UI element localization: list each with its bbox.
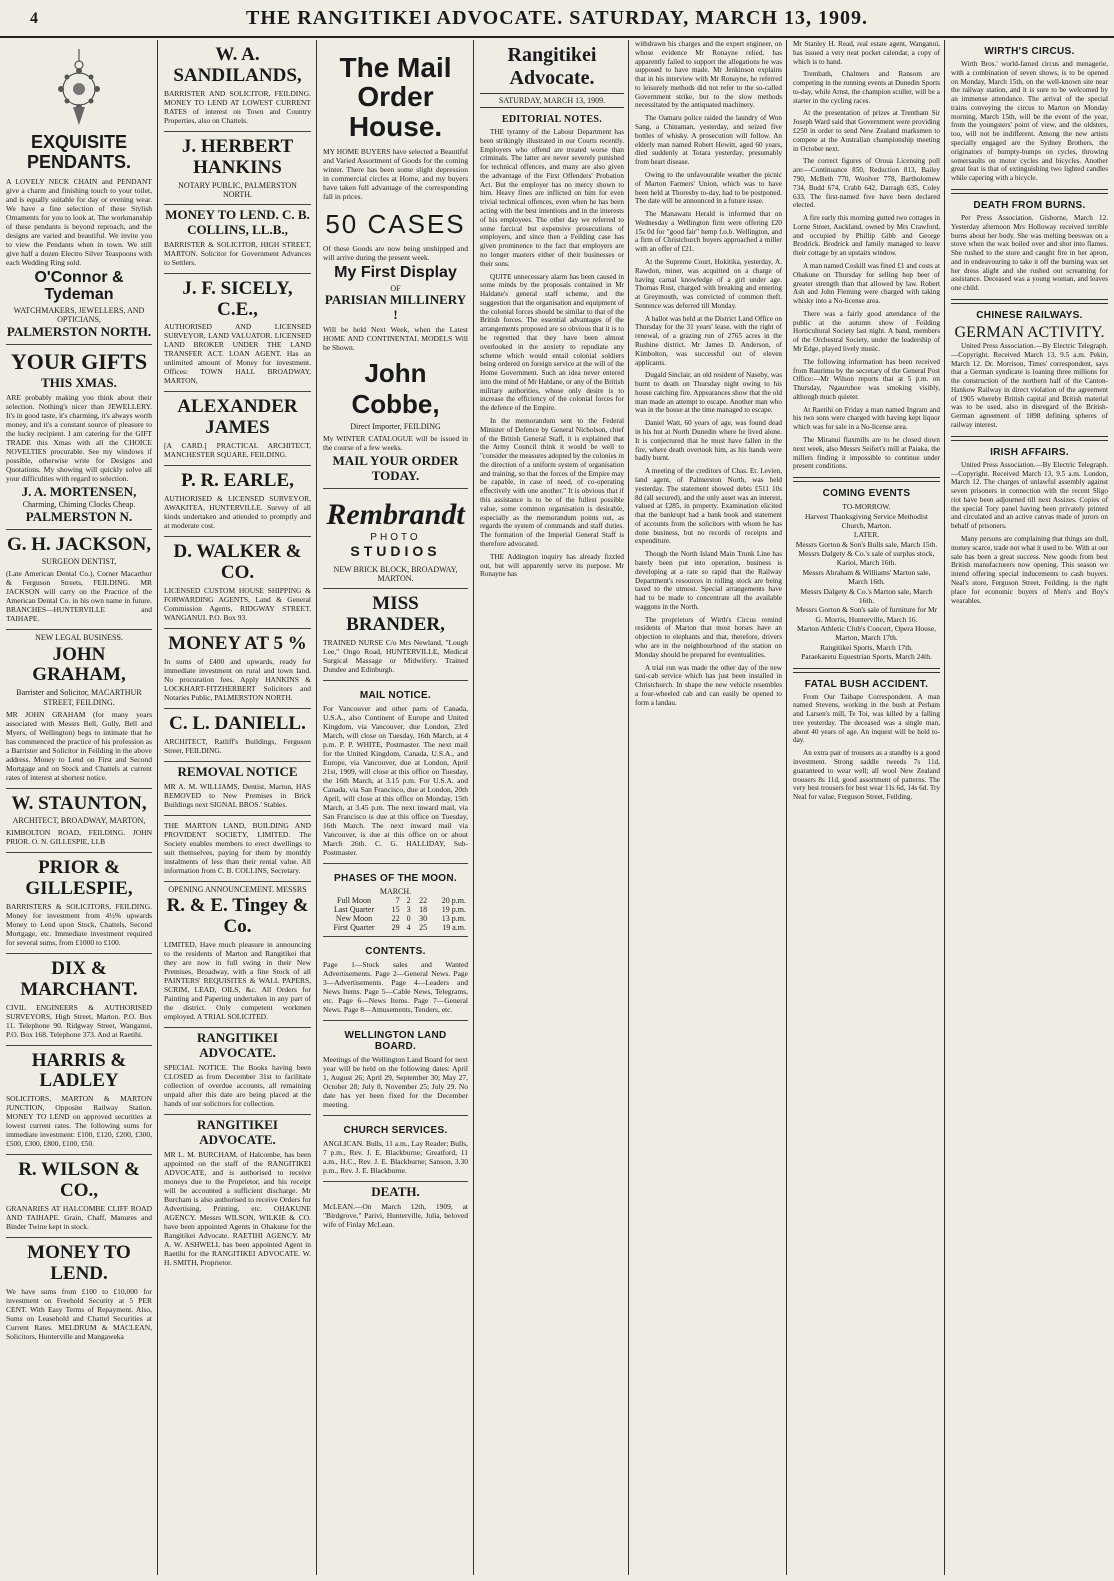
hankins-ad: [164, 132, 311, 205]
graham-ad: [6, 630, 152, 789]
moon-table: [323, 896, 468, 932]
section-rule: [951, 436, 1108, 441]
harris-ad: [6, 1046, 152, 1156]
moon-phase-value: 7: [395, 896, 400, 906]
advocate-notice-text: SPECIAL NOTICE. The Books having been CLOSED as from December 31st to facilitate collection of overdue accounts, all remaining unpaid after this date are being placed at the hands of our solicitors for collection.: [164, 1062, 311, 1108]
graham-text: MR JOHN GRAHAM (for many years associated with Messrs Bell, Gully, Bell and Myers, of Wellington) begs to intimate that he has commenced the practice of his profession as a Barrister and Solicitor in Feilding in the above address. Money to Lend on First and Second Mortgage and on Stock and Chattels at current rates of interest at shortest notice.: [6, 709, 152, 782]
prior-ad: [6, 853, 152, 954]
land-board: [323, 1021, 468, 1116]
money5-ad: [164, 629, 311, 709]
column-6: [789, 40, 944, 1575]
daniell-text: ARCHITECT, Ratliff's Buildings, Ferguson Street, FEILDING.: [164, 736, 311, 755]
moon-phase-value: 13 p.m.: [441, 914, 466, 924]
dix-name: DIX & MARCHANT.: [20, 957, 138, 1000]
collins-ad: [164, 205, 311, 274]
daniell-name: C. L. DANIELL.: [169, 712, 306, 734]
event-item: Paraekaretu Equestrian Sports, March 24th.: [801, 652, 932, 662]
advocate-agents-text: MR L. M. BURCHAM, of Halcombe, has been appointed on the staff of the RANGITIKEI ADVOCATE, and is authorised to receive moneys due to the Proprietor, and his receipt will be accounted a sufficient discharge. Mr Burcham is also authorised to receive Orders for Advertising, Printing, etc. OHAKUNE AGENCY. Messrs WILSON, WILKIE & CO. have been appointed Agents in Ohakune for the Rangitikei Advocate. RAETIHI AGENCY. Mr A. W. ASHWELL has been appointed Agent in Raetihi for the RANGITIKEI ADVOCATE. W. H. SMITH, Proprietor.: [164, 1149, 311, 1267]
sicely-ad: [164, 274, 311, 393]
walker-name: D. WALKER & CO.: [173, 541, 302, 583]
pendants-text: A LOVELY NECK CHAIN and PENDANT give a charm and finishing touch to your toilet, and is equally suitable for day or evening wear. We have a fine selection of these Stylish Ornaments for you to look at. The workmanship of these pendants is beyond reproach, and the designs are varied and beautiful. We invite you to view the Pendants when in town. We still give half a dozen Electro Silver Teaspoons with each Wedding Ring sold.: [6, 176, 152, 267]
chinese-title: CHINESE RAILWAYS.: [976, 309, 1083, 321]
prior-name: PRIOR & GILLESPIE,: [25, 857, 133, 899]
jackson-ad: [6, 530, 152, 630]
event-item: Harvest Thanksgiving Service Methodist Church, Marton.: [805, 511, 928, 530]
sandilands-name: W. A. SANDILANDS,: [173, 44, 302, 86]
column-4: [476, 40, 628, 1575]
mail-order-title: The Mail Order House.: [339, 52, 452, 142]
jackson-text: (Late American Dental Co.), Corner Macarthur & Ferguson Streets, FEILDING. MR JACKSON will carry on the Practice of the American Dental Co. in his own name in future. BRANCHES—HUNTERVILLE and TAIHAPE.: [6, 568, 152, 623]
mail-order-text: MY HOME BUYERS have selected a Beautiful and Varied Assortment of Goods for the coming winter. There has been some slight depression in commercial circles at Home, and my buyers have taken full advantage of the corresponding fall in prices.: [323, 147, 468, 202]
cases-title: 50 CASES: [325, 209, 466, 240]
tingey-name: R. & E. Tingey & Co.: [166, 895, 309, 938]
paper-title: Rangitikei Advocate.: [507, 44, 597, 89]
death-burns-title: DEATH FROM BURNS.: [973, 199, 1086, 211]
event-item: Marton Athletic Club's Concert, Opera House, Marton, March 17th.: [796, 624, 937, 643]
article-paragraph: The Miranui flaxmills are to be closed down next week, also Messrs Seifert's mill at Paiaka, the millers finding it impossible to continue under present conditions.: [793, 436, 940, 471]
staunton-ad: [6, 789, 152, 853]
harris-name: HARRIS & LADLEY: [31, 1049, 127, 1092]
cases-text: Of these Goods are now being unshipped and will arrive during the present week.: [323, 244, 468, 263]
harris-text: SOLICITORS, MARTON & MARTON JUNCTION, Opposite Railway Station. MONEY TO LEND on approved securities at lowest current rates. The following sums for immediate investment: £100, £120, £200, £300, £500, £300, £800, £100, £50.: [6, 1094, 152, 1149]
column-7: [947, 40, 1112, 1575]
contents-text: Page 1—Stock sales and Wanted Advertisements. Page 2—General News. Page 3—Advertisements. Page 4—Leaders and News Items. Page 5—Cable News, Telegrams, etc. Page 6—News Items. Page 7—General News. Page 8—Amusements, Tenders, etc.: [323, 960, 468, 1015]
money5-text: In sums of £400 and upwards, ready for immediate investment on rural and town land. No procuration fees. Apply HANKINS & LOCKHART-FITZHERBERT Solicitors and Notaries Public, PALMERSTON NORTH.: [164, 656, 311, 702]
article-paragraph: At the Supreme Court, Hokitika, yesterday, A. Rawdon, miner, was acquitted on a charge of having carnal knowledge of a girl under age. Thomas Rust, charged with breaking and entering at Greymouth, was convicted of common theft. Sentence was deferred till Monday.: [635, 257, 782, 310]
column-3: [319, 40, 472, 1575]
coming-events-list: [793, 502, 940, 661]
pendants-title: EXQUISITE PENDANTS.: [26, 132, 131, 172]
article-paragraph: From Our Taihape Correspondent. A man named Stevens, working in the bush at Perham and Larsen's mill, Te Toi, was killed by a falling tree yesterday. The deceased was a single man, about 40 years of age. An inquest will be held to-day.: [793, 692, 940, 745]
moon-phase-value: 4: [406, 923, 411, 933]
wilson-ad: [6, 1155, 152, 1238]
gifts-sub: THIS XMAS.: [41, 375, 117, 391]
moon-row: [323, 923, 468, 932]
gifts-title: YOUR GIFTS: [10, 348, 148, 374]
rembrandt-wordmark: Rembrandt: [326, 497, 465, 531]
moon-phase-value: 30: [419, 914, 428, 924]
james-name: ALEXANDER JAMES: [177, 396, 298, 439]
contents-title: CONTENTS.: [365, 946, 426, 958]
mail-notice-title: MAIL NOTICE.: [359, 689, 432, 701]
advocate-notice-name: RANGITIKEI ADVOCATE.: [197, 1029, 278, 1060]
display-title: My First Display: [334, 264, 457, 282]
section-rule: [951, 189, 1108, 194]
moon-row: [323, 896, 468, 905]
cobbe-name: John Cobbe,: [351, 358, 440, 420]
brander-text: TRAINED NURSE C/o Mrs Newland, "Lough Lee," Ongo Road, HUNTERVILLE, Medical Surgical Massage or Midwifery. Trained Dundee and Edinburgh.: [323, 637, 468, 674]
article-paragraph: The proprietors of Wirth's Circus remind residents of Marton that most horses have an objection to elephants and that, therefore, drivers who are in the neighbourhood of the station on Monday should be prepared for eventualities.: [635, 615, 782, 659]
moon-phase-name: First Quarter: [333, 923, 375, 933]
advocate-agents-name: RANGITIKEI ADVOCATE.: [197, 1116, 278, 1147]
jackson-trade: SURGEON DENTIST,: [41, 557, 117, 567]
brander-ad: [323, 589, 468, 681]
moon-row: [323, 905, 468, 914]
graham-name: JOHN GRAHAM,: [32, 643, 126, 686]
dix-ad: [6, 954, 152, 1046]
article-paragraph: The following information has been received from Raurimu by the secretary of the General Post Office:—Mr Wilson reports that at 5 p.m. on Thursday, Ngauruhoe was smoking visibly, although much quieter.: [793, 357, 940, 401]
display-sub: PARISIAN MILLINERY !: [324, 292, 467, 323]
jeweller-place: PALMERSTON NORTH.: [6, 323, 152, 339]
staunton-text: KIMBOLTON ROAD, FEILDING. JOHN PRIOR. O. N. GILLESPIE, LLB: [6, 828, 152, 847]
rembrandt-ad: [323, 489, 468, 589]
wirth-title: WIRTH'S CIRCUS.: [984, 46, 1075, 57]
wilson-text: GRANARIES AT HALCOMBE CLIFF ROAD AND TAIHAPE. Grain, Chaff, Manures and Binder Twine kept in stock.: [6, 1204, 152, 1232]
sicely-text: AUTHORISED AND LICENSED SURVEYOR, LAND VALUATOR. LICENSED LAND BROKER UNDER THE LAND TRANSFER ACT. LOAN AGENT. Has an unlimited amount of Money for investment. Offices: TOWN HALL BROADWAY, MARTON,: [164, 322, 311, 386]
moon-phases: [323, 864, 468, 938]
james-ad: [164, 392, 311, 466]
advocate-notice-ad: [164, 1028, 311, 1115]
money5-name: MONEY AT 5 %: [168, 632, 307, 654]
article-paragraph: withdrawn his charges and the expert engineer, on whose evidence Mr Ronayne relied, has apparently failed to support the allegations he was supposed to have made. Mr Jenkinson explains that in his interview with Mr Ronayne, he referred to leisurely methods did not refer to the so-called Government strike, but to the slow methods necessitated by the antiquated machinery.: [635, 40, 782, 110]
moon-title: PHASES OF THE MOON.: [334, 872, 457, 884]
event-item: Rangitikei Sports, March 17th.: [820, 642, 913, 652]
cobbe-mail: MAIL YOUR ORDER TODAY.: [332, 452, 459, 483]
jackson-name: G. H. JACKSON,: [6, 533, 152, 555]
money-lend-ad: [6, 1238, 152, 1347]
event-item: Messrs Gorton & Son's Bulls sale, March 15th.: [795, 539, 938, 549]
masthead-title: THE RANGITIKEI ADVOCATE. SATURDAY, MARCH 13, 1909.: [246, 6, 868, 29]
walker-ad: [164, 537, 311, 629]
church-text: ANGLICAN. Bulls, 11 a.m., Lay Reader; Bulls, 7 p.m., Rev. J. E. Blackburne; Greatford, 11 a.m., H.C., Rev. J. E. Blackburne; Sanson, 3.30 p.m., Rev. J. E. Blackburne.: [323, 1139, 468, 1176]
article-paragraph: Wirth Bros.' world-famed circus and menagerie, with a combination of seven shows, is to be opened on Monday, March 15th, on the well-known site near the railway station, and it is sure to be welcomed by an immense attendance. The arrival of the special trains conveying the circus to Marton on Monday morning, March 15th, will be the event of the year, from the youngsters' point of view, and the oldsters, too, will not be indifferent. Among the new artists specially engaged are the Sydney Brothers, the originators of bumpty-bumps on cycles, throwing somersaults on motor cycles and bicycles. Another great feat is that of extinguishing two lighted candles while capering with a bicycle.: [951, 60, 1108, 183]
sandilands-ad: [164, 40, 311, 132]
earle-name: P. R. EARLE,: [181, 470, 294, 492]
mail-notice: [323, 681, 468, 864]
moon-phase-value: 19 p.m.: [441, 905, 466, 915]
moon-phase-value: 22: [419, 896, 428, 906]
mortensen-place: PALMERSTON N.: [25, 508, 133, 524]
moon-phase-name: Last Quarter: [333, 905, 375, 915]
pendants-ad: [6, 40, 152, 345]
article-paragraph: There was a fairly good attendance of the public at the autumn show of Feilding Horticultural Society last night. A band, members of the Orchestral Society, under the leadership of Mr Edge, played lively music.: [793, 309, 940, 353]
column-rule: [157, 40, 158, 1575]
article-paragraph: THE tyranny of the Labour Department has been strikingly illustrated in our Courts recently. Employers who offend are treated worse than criminals. The latter are never severely punished for technical offences, and many are also given the advantage of the First Offenders' Probation Act. But the employer has no mercy shown to him. Heavy fines are inflicted on him for even trivial technical offences, even when he has been acting with the best intentions and in the interests of his employees. The other day we referred to some farcical but expensive prosecutions of employers, and since then a Feilding case has given prominence to the fact that employers are no longer masters either of their businesses or their sons.: [480, 128, 624, 268]
irish-title: IRISH AFFAIRS.: [990, 446, 1069, 458]
bush-accident-title: FATAL BUSH ACCIDENT.: [804, 678, 929, 690]
column-5: [631, 40, 786, 1575]
hankins-text: NOTARY PUBLIC, PALMERSTON NORTH.: [178, 180, 297, 200]
event-item: TO-MORROW.: [842, 502, 891, 512]
staunton-name: W. STAUNTON,: [11, 792, 147, 814]
rembrandt-address: NEW BRICK BLOCK, BROADWAY, MARTON.: [333, 564, 458, 584]
sicely-name: J. F. SICELY, C.E.,: [182, 277, 293, 320]
article-paragraph: An extra pair of trousers as a standby is a good investment. Strong saddle tweeds 7s 11d, guaranteed to wear well; all wool New Zealand trousers 8s 11d, good assortment of patterns. The very best trousers for best wear 11s 6d, 14s 6d. Try Neal for value, Ferguson Street, Feilding.: [793, 749, 940, 802]
article-paragraph: Daniel Watt, 60 years of age, was found dead in his hut at North Dunedin where he lived alone. It is conjectured that he must have fallen in the fire, where death overtook him, as his hands were badly burnt.: [635, 419, 782, 463]
graham-trade: Barrister and Solicitor, MACARTHUR STREET, FEILDING.: [16, 688, 142, 707]
event-item: LATER.: [853, 530, 880, 540]
jeweller-trade: WATCHMAKERS, JEWELLERS, AND OPTICIANS,: [13, 305, 145, 325]
jeweller-name: O'Connor & Tydeman: [34, 268, 124, 304]
article-paragraph: A trial run was made the other day of the new taxi-cab service which has just been installed in Christchurch. In shape the new vehicle resembles a four-wheeled cab and can easily be opened to form a landau.: [635, 663, 782, 707]
rembrandt-photo: PHOTO: [370, 531, 421, 543]
gifts-ad: [6, 345, 152, 530]
mortensen-name: J. A. MORTENSEN,: [21, 484, 137, 500]
article-paragraph: At the presentation of prizes at Trentham Sir Joseph Ward said that Government were providing £250 in order to send New Zealand marksmen to compete at the Australian championship meeting in October next.: [793, 109, 940, 153]
moon-phase-name: New Moon: [335, 914, 373, 924]
collins-name: MONEY TO LEND. C. B. COLLINS, LL.B.,: [165, 206, 310, 237]
land-board-text: Meetings of the Wellington Land Board for next year will be held on the following dates: April 1, August 26; April 29, September 30; May 27, October 28; July 8, November 25; July 29. No date has yet been fixed for the December meeting.: [323, 1055, 468, 1110]
article-paragraph: At Raetihi on Friday a man named Ingram and his two sons were charged with having kept liquor which was for sale in a No-license area.: [793, 405, 940, 432]
money-lend-text: We have sums from £100 to £10,000 for investment on Freehold Security at 5 PER CENT. With Easy Terms of Repayment. Also, Sums on Leasehold and Chattel Securities at Current Rates. MELDRUM & MACLEAN, Solicitors, Hunterville and Mangaweka: [6, 1286, 152, 1341]
article-paragraph: In the memorandum sent to the Federal Minister of Defence by General Nicholson, chief of the British General Staff, it is explained that the Army Council think it would be well to "consider the measures adopted by the colonies in the direction of a uniform system of organisation and training, so that the forces of the Empire may be capable, in case of need, of co-operating effectively with one another." It is obvious that if this assistance is to be of the fullest possible value, some common organisation is desirable, especially as the memorandum points out, as regards the system of commands and staff duties. The formation of the Imperial General Staff is therefore advocated.: [480, 417, 624, 548]
graham-head: NEW LEGAL BUSINESS.: [35, 632, 123, 642]
removal-ad: [164, 762, 311, 816]
moon-phase-value: 22: [391, 914, 400, 924]
coming-events-title: COMING EVENTS: [822, 488, 911, 500]
moon-phase-name: Full Moon: [337, 896, 372, 906]
moon-phase-value: 3: [406, 905, 411, 915]
article-paragraph: A ballot was held at the District Land Office on Thursday for the 31 years' lease, with the right of renewal, of a grazing run of 2765 acres in the Rushine district. Mr James D. Anderson, of Kimbolton, was successful out of eleven applicants.: [635, 314, 782, 367]
society-text: THE MARTON LAND, BUILDING AND PROVIDENT SOCIETY, LIMITED. The Society enables members to erect dwellings to suit themselves, paying for them by monthly instalments of less than their rental value. All information from C. B. COLLINS, Secretary.: [164, 820, 311, 875]
masthead: [0, 0, 1114, 38]
rembrandt-studios: STUDIOS: [350, 542, 441, 559]
article-paragraph: Dugald Sinclair, an old resident of Naseby, was burnt to death on Thursday night owing to his house catching fire. Appearances show that the old man made an attempt to escape. Another man who was in the house at the time managed to escape.: [635, 371, 782, 415]
church-title: CHURCH SERVICES.: [343, 1125, 448, 1137]
chinese-subtitle: GERMAN ACTIVITY.: [954, 323, 1105, 341]
article-paragraph: United Press Association.—By Electric Telegraph.—Copyright. Received March 13, 9.5 a.m. London, March 12. The charges of unlawful assembly against seven prisoners in connection with the recent Sligo riot have been adjourned till next Assizes. Copies of the special Tory panel having been privately printed and circulated and an active canvas made of jurors on behalf of prisoners.: [951, 460, 1108, 531]
james-text: [A CARD.] PRACTICAL ARCHITECT, MANCHESTER SQUARE, FEILDING.: [164, 441, 311, 460]
column-rule: [628, 40, 629, 1575]
rembrandt-logo: [323, 498, 468, 559]
mortensen-trade: Charming, Chiming Clocks Cheap.: [22, 499, 136, 509]
moon-row: [323, 914, 468, 923]
article-paragraph: QUITE unnecessary alarm has been caused in some minds by the proposals contained in Mr Haldane's general staff scheme, and the suggestion that the organisation and equipment of the colonial forces should be similar to that of the British forces. The essential advantages of the arrangements proposed are so obvious that it is to be regretted that they have been almost overlooked in the anxiety to repudiate any scheme which would entail colonial soldiers being ordered on foreign service at the will of the Home Government. Such an idea never entered into the mind of Mr Haldane, or any of the British military authorities, whose only desire is to increase the efficiency of the colonial forces for the defence of the Empire.: [480, 272, 624, 413]
editorial-title: EDITORIAL NOTES.: [501, 114, 603, 125]
hankins-name: J. HERBERT HANKINS: [181, 135, 294, 178]
section-rule: [793, 477, 940, 482]
prior-text: BARRISTERS & SOLICITORS, FEILDING. Money for investment from 4½% upwards Money to Lend upon Stock, Chattels, Second Mortgage, etc. Immediate investment required for several sums, from £1000 to £100.: [6, 901, 152, 947]
moon-month: MARCH.: [379, 886, 412, 896]
cobbe-text: My WINTER CATALOGUE will be issued in the course of a few weeks.: [323, 433, 468, 452]
article-paragraph: Per Press Association. Gisborne, March 12. Yesterday afternoon Mrs Holloway received terrible burns about her body. She was melting beeswax on a stove when the wax boiled over and shot into flames. She rushed to the store and caught fire in her apron, and in endeavouring to take it off the burning wax set her dress alight and she rushed out screaming for assistance. Deceased was a young woman, and leaves one child.: [951, 213, 1108, 293]
death-notice-text: McLEAN.—On March 12th, 1909, at "Birdgrove," Parivi, Hunterville, Julia, beloved wife of Finlay McLean.: [323, 1202, 468, 1230]
moon-phase-value: 15: [391, 905, 400, 915]
article-paragraph: A fire early this morning gutted two cottages in Lorne Street, Auckland, owned by Mrs Crawford, and occupied by Phillip Gibb and George Brodrick. Brodrick and family managed to leave their cottage by an upstairs window.: [793, 214, 940, 258]
church-services: [323, 1116, 468, 1182]
moon-phase-value: 18: [419, 905, 428, 915]
moon-phase-value: 19 a.m.: [442, 923, 466, 933]
column-rule: [786, 40, 787, 1575]
display-of: OF: [390, 283, 401, 293]
sandilands-text: BARRISTER AND SOLICITOR, FEILDING. MONEY TO LEND AT LOWEST CURRENT RATES of interest on Town and Country Properties, also on Chattels.: [164, 88, 311, 125]
contents: [323, 937, 468, 1021]
removal-name: REMOVAL NOTICE: [177, 763, 298, 779]
event-item: Messrs Abraham & Williams' Marton sale, March 16th.: [802, 567, 931, 587]
event-item: Messrs Gorton & Son's sale of furniture for Mr G. Morris, Hunterville, March 16.: [795, 605, 938, 624]
gifts-text: ARE probably making you think about their selection. Nothing's nicer than JEWELLERY. It's in good taste, it's charming, it's always worth money, and it's a constant source of pleasure to the lucky recipient. I am catering for the GIFT TRADE this Xmas with all the CHOICE NOVELTIES procurable. See my windows if possible, otherwise write for Designs and Quotations. My showing will quickly solve all your difficulties with regard to selection.: [6, 393, 152, 484]
column-rule: [944, 40, 945, 1575]
advocate-agents-ad: [164, 1115, 311, 1273]
article-paragraph: Mr Stanley H. Read, real estate agent, Wanganui, has issued a very neat pocket calendar, a copy of which is to hand.: [793, 40, 940, 66]
society-ad: [164, 816, 311, 882]
page-number: 4: [30, 10, 38, 27]
dateline: SATURDAY, MARCH 13, 1909.: [480, 93, 624, 108]
money-lend-title: MONEY TO LEND.: [27, 1242, 131, 1285]
article-paragraph: Owing to the unfavourable weather the picnic of Marton Farmers' Union, which was to have been held at Thoresby to-day, had to be postponed. The date will be announced in a future issue.: [635, 170, 782, 206]
mail-notice-text: For Vancouver and other parts of Canada, U.S.A., also Continent of Europe and United Kingdom, via Vancouver, due London, 23rd March, will close on Tuesday, 16th March, at 4 p.m. P. P. WHITE, Postmaster. The next mail for the United Kingdom, Canada, U.S.A., and Europe, via Vancouver, due at London, April 21st, 1909, will close at this office on Tuesday, the 16th March, at 3.15 p.m. For U.S.A. and Canada, via San Francisco, due at London, 20th April, will close at this office on Monday, 15th March, at 3.45 p.m. The next inward mail, via San Francisco is due at this office on Tuesday, 16th March. The next inward mail via Vancouver, is due at this office on or about March 26th. C. G. HALLIDAY, Sub-Postmaster.: [323, 703, 468, 857]
land-board-title: WELLINGTON LAND BOARD.: [344, 1030, 447, 1053]
column-1: [2, 40, 156, 1575]
death-notice: [323, 1182, 468, 1235]
moon-phase-value: 0: [406, 914, 411, 924]
tingey-text: LIMITED, Have much pleasure in announcing to the residents of Marton and Rangitikei that they are now in full swing in their New Premises, Broadway, with a fine Stock of all PAINTERS' REQUISITES & WALL PAPERS, SCRIM, LEAD, OILS, &c. All Orders for Painting and Papering undertaken in any part of the district. Only competent workmen employed. A TRIAL SOLICITED.: [164, 939, 311, 1021]
article-paragraph: United Press Association.—By Electric Telegraph.—Copyright. Received March 13, 9.5 a.m. Pekin, March 12. Dr. Morrison, Times' correspondent, says that a German syndicate is loaning three millions for the construction of the northern half of the Canton-Hankow Railway in direct violation of the agreement of 1905 whereby British capital and British material was to be used, also in disregard of the British-German agreement of 1898 defining spheres of railway interest.: [951, 341, 1108, 429]
earle-ad: [164, 466, 311, 537]
mail-order-ad: [323, 40, 468, 489]
moon-phase-value: 2: [406, 896, 411, 906]
moon-phase-value: 25: [419, 923, 428, 933]
cobbe-sub: Direct Importer, FEILDING: [350, 422, 441, 432]
moon-phase-value: 29: [391, 923, 400, 933]
death-notice-title: DEATH.: [371, 1184, 420, 1200]
column-rule: [316, 40, 317, 1575]
article-paragraph: The correct figures of Oroua Licensing poll are:—Continuance 850, Reduction 813, Bailey 790, McBeth 770, Woolver 778, Bartholomew 734, Budd 674, Crabb 642, Darragh 635, Coley 633. The first-named five have been declared elected.: [793, 157, 940, 210]
wilson-name: R. WILSON & CO.,: [18, 1159, 140, 1202]
walker-text: LICENSED CUSTOM HOUSE SHIPPING & FORWARDING AGENTS, Land & General Commission Agents, RIDGWAY STREET, WANGANUI. P.O. Box 93.: [164, 585, 311, 622]
article-paragraph: Though the North Island Main Trunk Line has barely been put into operation, business is developing at a rate so rapid that the Railway Department's resources in rolling stock are being taxed to the utmost. Special arrangements have had to be made to concentrate all the available waggons in the North.: [635, 550, 782, 611]
article-paragraph: The Manawatu Herald is informed that on Wednesday a Wellington firm were offering £20 15s 0d for "good fair" hemp f.o.b. Wellington, and a firm of Christchurch buyers approached a miller with an offer of £21.: [635, 210, 782, 254]
article-paragraph: Trembath, Chalmers and Ransom are competing in the running events at Dunedin Sports to-day, while Arnst, the champion sculler, will be a starter in the cycling races.: [793, 70, 940, 105]
collins-text: BARRISTER & SOLICITOR, HIGH STREET, MARTON. Solicitor for Government Advances to Settlers.: [164, 239, 311, 267]
event-item: Messrs Dalgety & Co.'s sale of surplus stock, Karioi, March 16th.: [798, 549, 935, 568]
article-paragraph: Many persons are complaining that things are dull, money scarce, trade not what it used to be. With at our sale has been a great success. New goods from best British manufacturers now opening. This season we intend offering special inducements to cash buyers. Neal's store, Ferguson Street, Feilding, is the right place for economic buyers of Men's and Boy's wearables.: [951, 535, 1108, 605]
display-text: Will be held Next Week, when the Latest HOME AND CONTINENTAL MODELS Will be Shown.: [323, 325, 468, 353]
article-paragraph: A man named Coskill was fined £1 and costs at Ohakune on Thursday for selling hop beer of greater strength than that allowed by law. Robert Ash and John Fleming were charged with taking whisky into a No-license area.: [793, 261, 940, 306]
tingey-ad: [164, 882, 311, 1028]
event-item: Messrs Dalgety & Co.'s Marton sale, March 16th.: [800, 586, 933, 605]
column-rule: [473, 40, 474, 1575]
column-2: [160, 40, 315, 1575]
dix-text: CIVIL ENGINEERS & AUTHORISED SURVEYORS, High Street, Marton. P.O. Box 11. Telephone 90. Ridgway Street, Wanganui, P.O. Box 168. Telephone 373. And at Raetihi.: [6, 1002, 152, 1039]
moon-phase-value: 20 p.m.: [441, 896, 466, 906]
pendant-icon: [49, 49, 109, 129]
daniell-ad: [164, 709, 311, 762]
article-paragraph: A meeting of the creditors of Chas. Et. Levien, land agent, of Palmerston North, was held yesterday. The statement showed debts £511 10s 8d (all secured), and the only asset was an interest, valued at £285, in property. Examination elicited that the bankrupt had a bank book and statement of accounts from the solicitors with whom he has done business, but no records of receipts and expenditure.: [635, 467, 782, 546]
section-rule: [951, 299, 1108, 304]
tingey-head: OPENING ANNOUNCEMENT. MESSRS: [168, 884, 307, 894]
removal-text: MR A. M. WILLIAMS, Dentist, Marton, HAS REMOVED to New Premises in Brick Buildings next SIGNAL BROS.' Stables.: [164, 781, 311, 809]
article-paragraph: THE Addington inquiry has already fizzled out, but will apparently serve its purpose. Mr Ronayne has: [480, 552, 624, 579]
article-paragraph: The Oamaru police raided the laundry of Won Sang, a Chinaman, yesterday, and seized five bottles of whisky. A prosecution will follow. An elderly man named Robert Hewitt, aged 60 years, died suddenly at Totara yesterday, presumably from heart disease.: [635, 114, 782, 167]
staunton-trade: ARCHITECT, BROADWAY, MARTON,: [12, 816, 146, 826]
earle-text: AUTHORISED & LICENSED SURVEYOR, AWAKITEA, HUNTERVILLE. Survey of all kinds undertaken and attended to promptly and at moderate cost.: [164, 494, 311, 531]
section-rule: [793, 668, 940, 673]
brander-name: MISS BRANDER,: [346, 592, 445, 635]
